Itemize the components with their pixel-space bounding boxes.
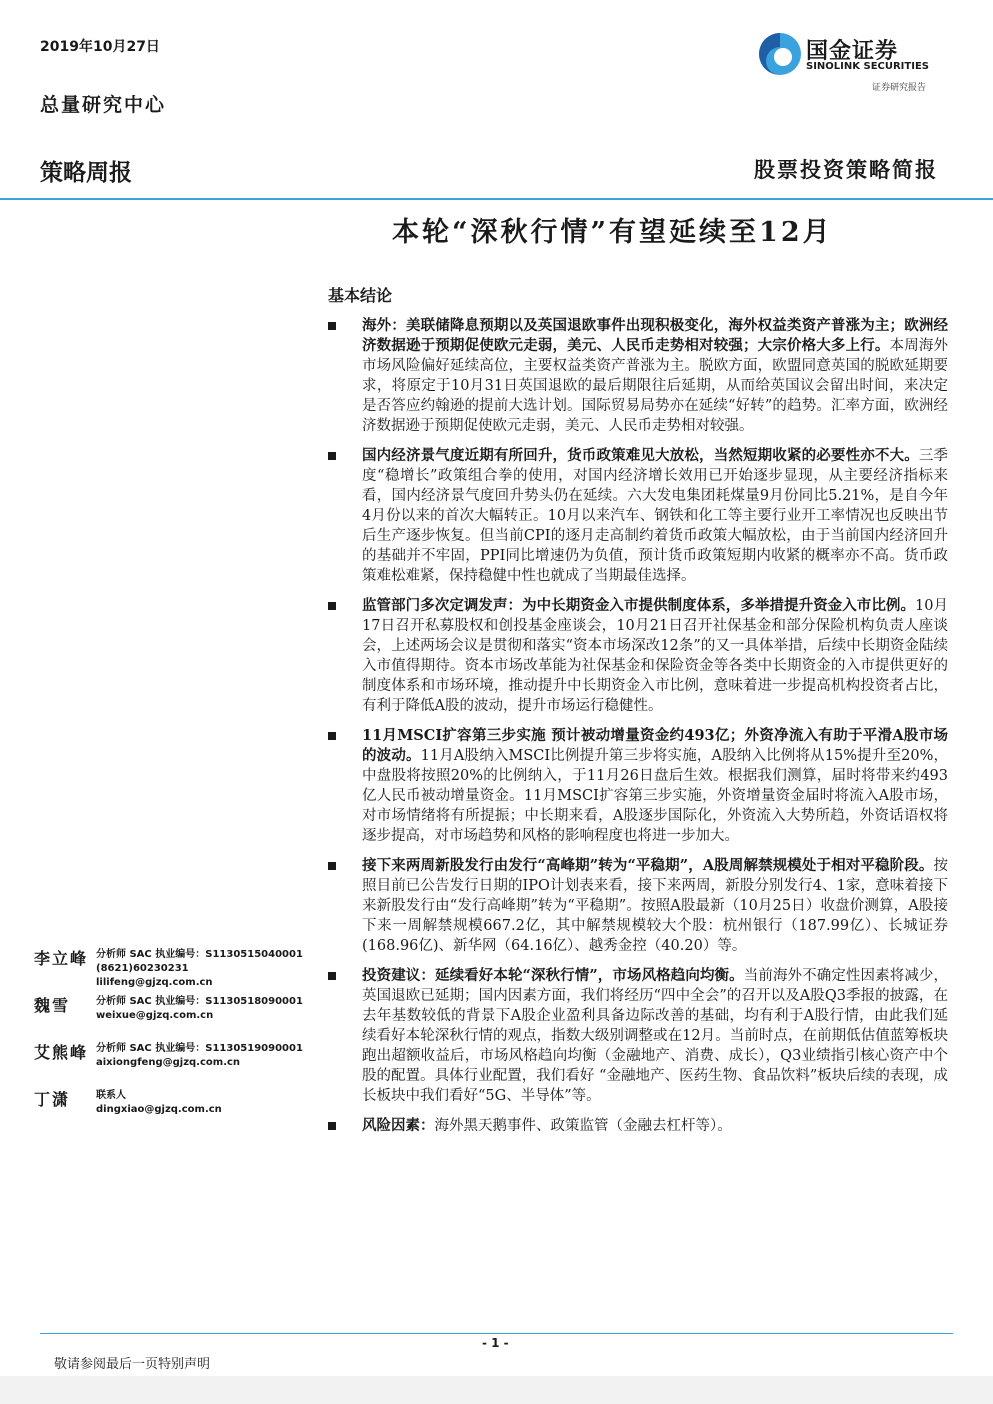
conclusion-body: 11月A股纳入MSCI比例提升第三步将实施，A股纳入比例将从15%提升至20%，中盘股将按照20%的比例纳入，于11月26日盘后生效。根据我们测算，届时将带来约493亿人民币被动增量资金。11月MSCI扩容第三步实施，外资增量资金届时将流入A股市场，对市场情绪将有所提振；中长期来看，A股逐步国际化，外资流入大势所趋，外资话语权将逐步提高，对市场趋势和风格的影响程度也将进一步加大。 [362,748,949,844]
page-number: - 1 - [482,1336,509,1350]
page-bottom-band [0,1376,993,1404]
analyst-details [96,948,303,990]
conclusion-item [328,1116,948,1136]
logo-en-text: SINOLINK SECURITIES [806,61,929,72]
conclusion-item [328,966,948,1106]
conclusion-body: 海外黑天鹅事件、政策监管（金融去杠杆等）。 [434,1118,732,1134]
analyst-name: 魏雪 [34,996,71,1015]
conclusion-body: 按照目前已公告发行日期的IPO计划表来看，接下来两周，新股分别发行4、1家，意味着接下来新股发行由“发行高峰期”转为“平稳期”。按照A股最新（10月25日）收盘价测算，A股接下来一周解禁规模667.2亿，其中解禁规模较大个股：杭州银行（187.99亿）、长城证券(168.96亿)、新华网（64.16亿）、越秀金控（40.20）等。 [362,858,948,954]
conclusion-item [328,446,948,586]
bullet-square-icon [328,1122,336,1130]
conclusion-lead: 投资建议：延续看好本轮“深秋行情”，市场风格趋向均衡。 [362,967,744,984]
analyst-role: 分析师 SAC 执业编号：S1130518090001 [96,996,303,1007]
conclusion-body: 10月17日召开私募股权和创投基金座谈会，10月21日召开社保基金和部分保险机构负责人座谈会，上述两场会议是贯彻和落实“资本市场深改12条”的又一具体举措，后续中长期资金陆续入市值得期待。资本市场改革能为社保基金和保险资金等各类中长期资金的入市提供更好的制度体系和市场环境，推动提升中长期资金入市比例，意味着进一步提高机构投资者占比，有利于降低A股的波动，提升市场运行稳健性。 [362,598,949,714]
conclusion-item [328,726,948,846]
bullet-square-icon [328,972,336,980]
logo-cn-text: 国金证券 [806,39,899,64]
report-title: 本轮“深秋行情”有望延续至12月 [392,217,833,248]
analyst-email[interactable]: dingxiao@gjzq.com.cn [96,1104,222,1115]
conclusion-item [328,316,948,436]
conclusion-lead: 11月MSCI扩容第三步实施 预计被动增量资金约493亿；外资净流入有助于平滑A股市场的波动。 [362,727,948,764]
disclaimer-note: 敬请参阅最后一页特别声明 [54,1357,211,1372]
conclusion-lead: 监管部门多次定调发声：为中长期资金入市提供制度体系，多举措提升资金入市比例。 [362,597,915,614]
logo-subtitle: 证券研究报告 [872,83,927,93]
analyst-card [34,1040,314,1087]
bullet-square-icon [328,862,336,870]
conclusion-lead: 接下来两周新股发行由发行“高峰期”转为“平稳期”，A股周解禁规模处于相对平稳阶段。 [362,857,934,874]
analyst-role: 分析师 SAC 执业编号：S1130515040001 [96,949,303,960]
analyst-name: 李立峰 [34,949,89,968]
conclusion-lead: 风险因素： [362,1117,435,1134]
analyst-card [34,1087,314,1134]
conclusion-item [328,856,948,956]
report-date: 2019年10月27日 [40,39,160,55]
conclusion-body: 当前海外不确定性因素将减少，英国退欧已延期；国内因素方面，我们将经历“四中全会”的召开以及A股Q3季报的披露，在去年基数较低的背景下A股企业盈利具备边际改善的基础，均有利于A股行情，由此我们延续看好本轮深秋行情的观点，指数大级别调整或在12月。当前时点，在前期低估值蓝筹板块跑出超额收益后，市场风格趋向均衡（金融地产、消费、成长），Q3业绩指引核心资产中个股的配置。具体行业配置，我们看好 “金融地产、医药生物、食品饮料”板块后续的表现，成长板块中我们看好“5G、半导体”等。 [362,968,949,1104]
conclusion-item [328,596,948,716]
analyst-email[interactable]: weixue@gjzq.com.cn [96,1010,214,1021]
analyst-email[interactable]: aixiongfeng@gjzq.com.cn [96,1057,241,1068]
department-name: 总量研究中心 [40,94,167,116]
bullet-square-icon [328,322,336,330]
analyst-role: 联系人 [96,1090,126,1101]
bullet-square-icon [328,452,336,460]
conclusion-list [328,316,948,1146]
analyst-card [34,946,314,993]
analyst-role: 分析师 SAC 执业编号：S1130519090001 [96,1043,303,1054]
header-divider [0,198,993,200]
analyst-name: 丁潇 [34,1090,71,1109]
conclusion-lead: 海外：美联储降息预期以及英国退欧事件出现积极变化，海外权益类资产普涨为主；欧洲经济数据逊于预期促使欧元走弱，美元、人民币走势相对较强；大宗价格大多上行。 [362,317,948,354]
analyst-details [96,1042,303,1070]
conclusion-lead: 国内经济景气度近期有所回升，货币政策难见大放松，当然短期收紧的必要性亦不大。 [362,447,919,464]
analyst-details [96,1089,222,1117]
analyst-name: 艾熊峰 [34,1043,89,1062]
analyst-details [96,995,303,1023]
analyst-card [34,993,314,1040]
bullet-square-icon [328,602,336,610]
report-series: 策略周报 [40,160,132,186]
report-type: 股票投资策略简报 [754,157,938,182]
analyst-email[interactable]: lilifeng@gjzq.com.cn [96,977,213,988]
section-heading: 基本结论 [328,286,393,305]
analyst-phone: (8621)60230231 [96,963,189,974]
conclusion-body: 三季度“稳增长”政策组合拳的使用，对国内经济增长效用已开始逐步显现，从主要经济指标来看，国内经济景气度回升势头仍在延续。六大发电集团耗煤量9月份同比5.21%，是自今年4月份以来的首次大幅转正。10月以来汽车、钢铁和化工等主要行业开工率情况也反映出节后生产逐步恢复。但当前CPI的逐月走高制约着货币政策大幅放松，由于当前国内经济回升的基础并不牢固，PPI同比增速仍为负值，预计货币政策短期内收紧的概率亦不高。货币政策难松难紧，保持稳健中性也就成了当期最佳选择。 [362,448,948,584]
footer-divider [40,1333,953,1334]
analyst-list [34,946,314,1134]
conclusion-body: 本周海外市场风险偏好延续高位，主要权益类资产普涨为主。脱欧方面，欧盟同意英国的脱欧延期要求，将原定于10月31日英国退欧的最后期限往后延期，从而给英国议会留出时间，来决定是否答应约翰逊的提前大选计划。国际贸易局势亦在延续“好转”的趋势。汇率方面，欧洲经济数据逊于预期促使欧元走弱，美元、人民币走势相对较强。 [362,338,949,434]
bullet-square-icon [328,732,336,740]
